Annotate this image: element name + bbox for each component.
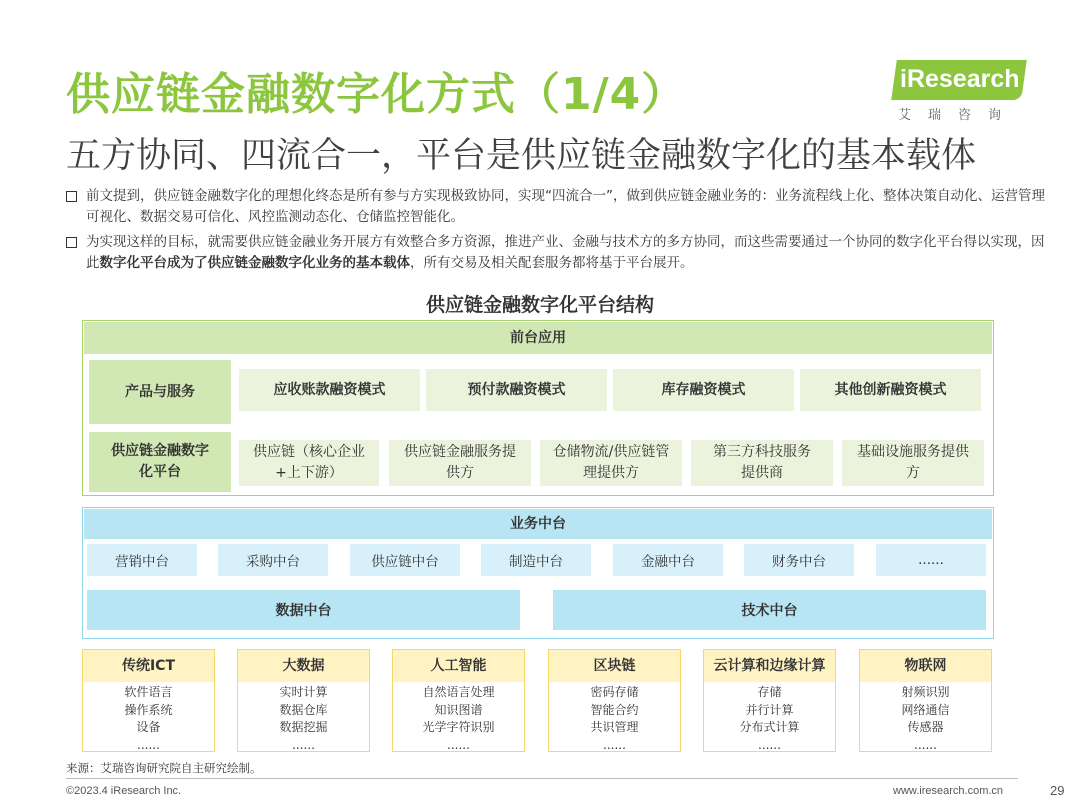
diagram-title: 供应链金融数字化平台结构 [425, 294, 654, 316]
middle-platform-box: 财务中台 [744, 544, 854, 576]
middle-platform-box: ...... [876, 544, 986, 576]
tech-card-item: 存储 [757, 685, 782, 699]
square-bullet-icon [66, 191, 77, 202]
middle-layer-header: 业务中台 [84, 509, 992, 539]
tech-card-title: 大数据 [238, 650, 369, 682]
row-label-platform: 供应链金融数字化平台 [89, 432, 231, 492]
tech-card-title: 云计算和边缘计算 [704, 650, 835, 682]
tech-card-item: 传感器 [907, 720, 944, 734]
tech-card-item: 光学字符识别 [422, 720, 495, 734]
tech-card-item: ...... [137, 737, 160, 752]
middle-platform-box: 营销中台 [87, 544, 197, 576]
tech-card-item: ...... [758, 737, 781, 752]
tech-card-item: 智能合约 [590, 702, 639, 717]
tech-card-item: 设备 [136, 720, 161, 734]
middle-platform-box: 采购中台 [218, 544, 328, 576]
page-number: 29 [1050, 783, 1065, 798]
tech-card-item: 软件语言 [124, 685, 173, 699]
copyright: ©2023.4 iResearch Inc. [66, 785, 182, 797]
product-box: 应收账款融资模式 [239, 369, 420, 411]
tech-card-item: 网络通信 [901, 702, 950, 717]
tech-card-item: 射频识别 [901, 685, 950, 699]
tech-card [82, 649, 215, 752]
middle-platform-box: 供应链中台 [350, 544, 460, 576]
tech-card-item: 并行计算 [745, 702, 794, 717]
participant-box: 仓储物流/供应链管理提供方 [540, 440, 682, 486]
tech-card-title: 区块链 [549, 650, 680, 682]
tech-card-item: ...... [447, 737, 470, 752]
footer-divider [66, 778, 1018, 779]
tech-card-item: 操作系统 [124, 702, 173, 717]
source-note: 来源：艾瑞咨询研究院自主研究绘制。 [66, 761, 262, 775]
data-platform-box: 数据中台 [87, 590, 520, 630]
tech-card-item: 知识图谱 [434, 702, 483, 717]
tech-card [392, 649, 525, 752]
tech-platform-box: 技术中台 [553, 590, 986, 630]
tech-card-item: 分布式计算 [739, 720, 800, 734]
tech-card-title: 物联网 [860, 650, 991, 682]
tech-card-item: 密码存储 [590, 685, 639, 699]
tech-card-item: 数据仓库 [279, 702, 328, 717]
bullet-item: 前文提到，供应链金融数字化的理想化终态是所有参与方实现极致协同，实现“四流合一”，做到供应链金融业务的：业务流程线上化、整体决策自动化、运营管理可视化、数据交易可信化、风控监测动态化、仓储监控智能化。 [66, 186, 1046, 228]
tech-card [703, 649, 836, 752]
footer-url: www.iresearch.com.cn [893, 785, 1004, 797]
participant-box: 供应链（核心企业+上下游） [239, 440, 379, 486]
participant-box: 基础设施服务提供方 [842, 440, 984, 486]
tech-card-item: ...... [603, 737, 626, 752]
product-box: 预付款融资模式 [426, 369, 607, 411]
product-box: 其他创新融资模式 [800, 369, 981, 411]
tech-card [237, 649, 370, 752]
front-layer-header: 前台应用 [84, 322, 992, 354]
product-box: 库存融资模式 [613, 369, 794, 411]
tech-card-title: 人工智能 [393, 650, 524, 682]
tech-card-item: 共识管理 [590, 720, 639, 734]
tech-card-item: 数据挖掘 [279, 720, 328, 734]
page-subtitle: 五方协同、四流合一，平台是供应链金融数字化的基本载体 [66, 136, 977, 176]
bullet-item: 为实现这样的目标，就需要供应链金融业务开展方有效整合多方资源，推进产业、金融与技术方的多方协同，而这些需要通过一个协同的数字化平台得以实现，因此数字化平台成为了供应链金融数字化业务的基本载体，所有交易及相关配套服务都将基于平台展开。 [66, 232, 1046, 274]
tech-card-item: ...... [292, 737, 315, 752]
tech-card-item: ...... [914, 737, 937, 752]
logo-subtitle: 艾瑞咨询 [898, 108, 1019, 123]
tech-card-title: 传统ICT [83, 650, 214, 682]
participant-box: 第三方科技服务提供商 [691, 440, 833, 486]
row-label-products: 产品与服务 [89, 360, 231, 424]
participant-box: 供应链金融服务提供方 [389, 440, 531, 486]
logo-brand: iResearch [900, 65, 1020, 93]
tech-card [548, 649, 681, 752]
bullet-list [66, 186, 1046, 278]
tech-card [859, 649, 992, 752]
square-bullet-icon [66, 237, 77, 248]
tech-card-item: 实时计算 [279, 685, 328, 699]
middle-platform-box: 制造中台 [481, 544, 591, 576]
middle-platform-box: 金融中台 [613, 544, 723, 576]
tech-card-item: 自然语言处理 [422, 685, 495, 699]
page-title: 供应链金融数字化方式（1/4） [66, 69, 687, 120]
iresearch-logo [890, 60, 1030, 122]
